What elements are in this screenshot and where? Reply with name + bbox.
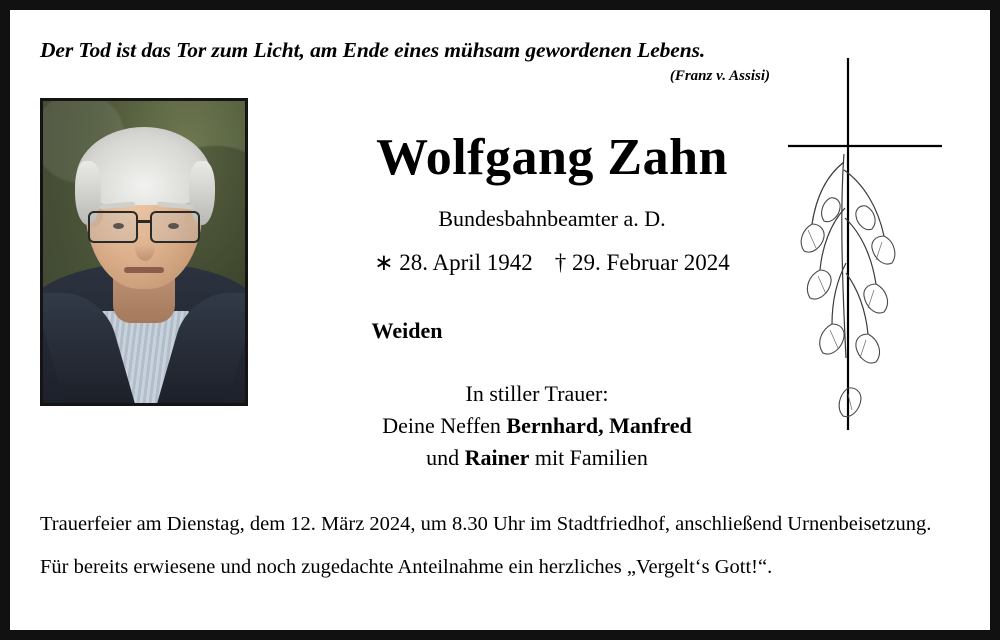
- funeral-details: [40, 510, 960, 582]
- death-date: † 29. Februar 2024: [554, 250, 730, 275]
- funeral-paragraph-1: Trauerfeier am Dienstag, dem 12. März 2024, um 8.30 Uhr im Stadtfriedhof, anschließend Urnenbeisetzung.: [40, 513, 932, 535]
- birth-date: ∗ 28. April 1942: [374, 250, 533, 275]
- deceased-name: Wolfgang Zahn: [376, 129, 728, 186]
- place-name: Weiden: [371, 318, 443, 343]
- glasses-lens-left: [88, 211, 138, 243]
- glasses-lens-right: [150, 211, 200, 243]
- mourning-line-2-names: Rainer: [464, 445, 530, 470]
- life-dates: [272, 250, 832, 276]
- leaf-veins: [808, 230, 882, 410]
- portrait-photo: [40, 98, 248, 406]
- funeral-paragraph-2: Für bereits erwiesene und noch zugedachte Anteilnahme ein herzliches „Vergelt‘s Gott!“.: [40, 556, 773, 578]
- mourning-line-1: [272, 410, 802, 442]
- mourning-line-1-names: Bernhard, Manfred: [506, 413, 692, 438]
- notice-inner: [10, 10, 990, 630]
- mourning-line-2-suffix: mit Familien: [529, 445, 648, 470]
- mourning-line-2: [272, 442, 802, 474]
- deceased-profession: Bundesbahnbeamter a. D.: [438, 206, 666, 231]
- quote-text: Der Tod ist das Tor zum Licht, am Ende eines mühsam gewordenen Lebens.: [40, 38, 706, 62]
- cross-with-branch-illustration: [786, 58, 966, 448]
- portrait-glasses: [86, 211, 202, 241]
- glasses-bridge: [136, 220, 152, 223]
- mourning-intro: In stiller Trauer:: [465, 381, 609, 406]
- quote-source: (Franz v. Assisi): [669, 68, 770, 84]
- portrait-mouth: [124, 267, 164, 273]
- mourning-block: [272, 378, 802, 474]
- mourning-line-2-prefix: und: [426, 445, 465, 470]
- mourning-line-1-prefix: Deine Neffen: [382, 413, 507, 438]
- cross-icon: [786, 58, 966, 448]
